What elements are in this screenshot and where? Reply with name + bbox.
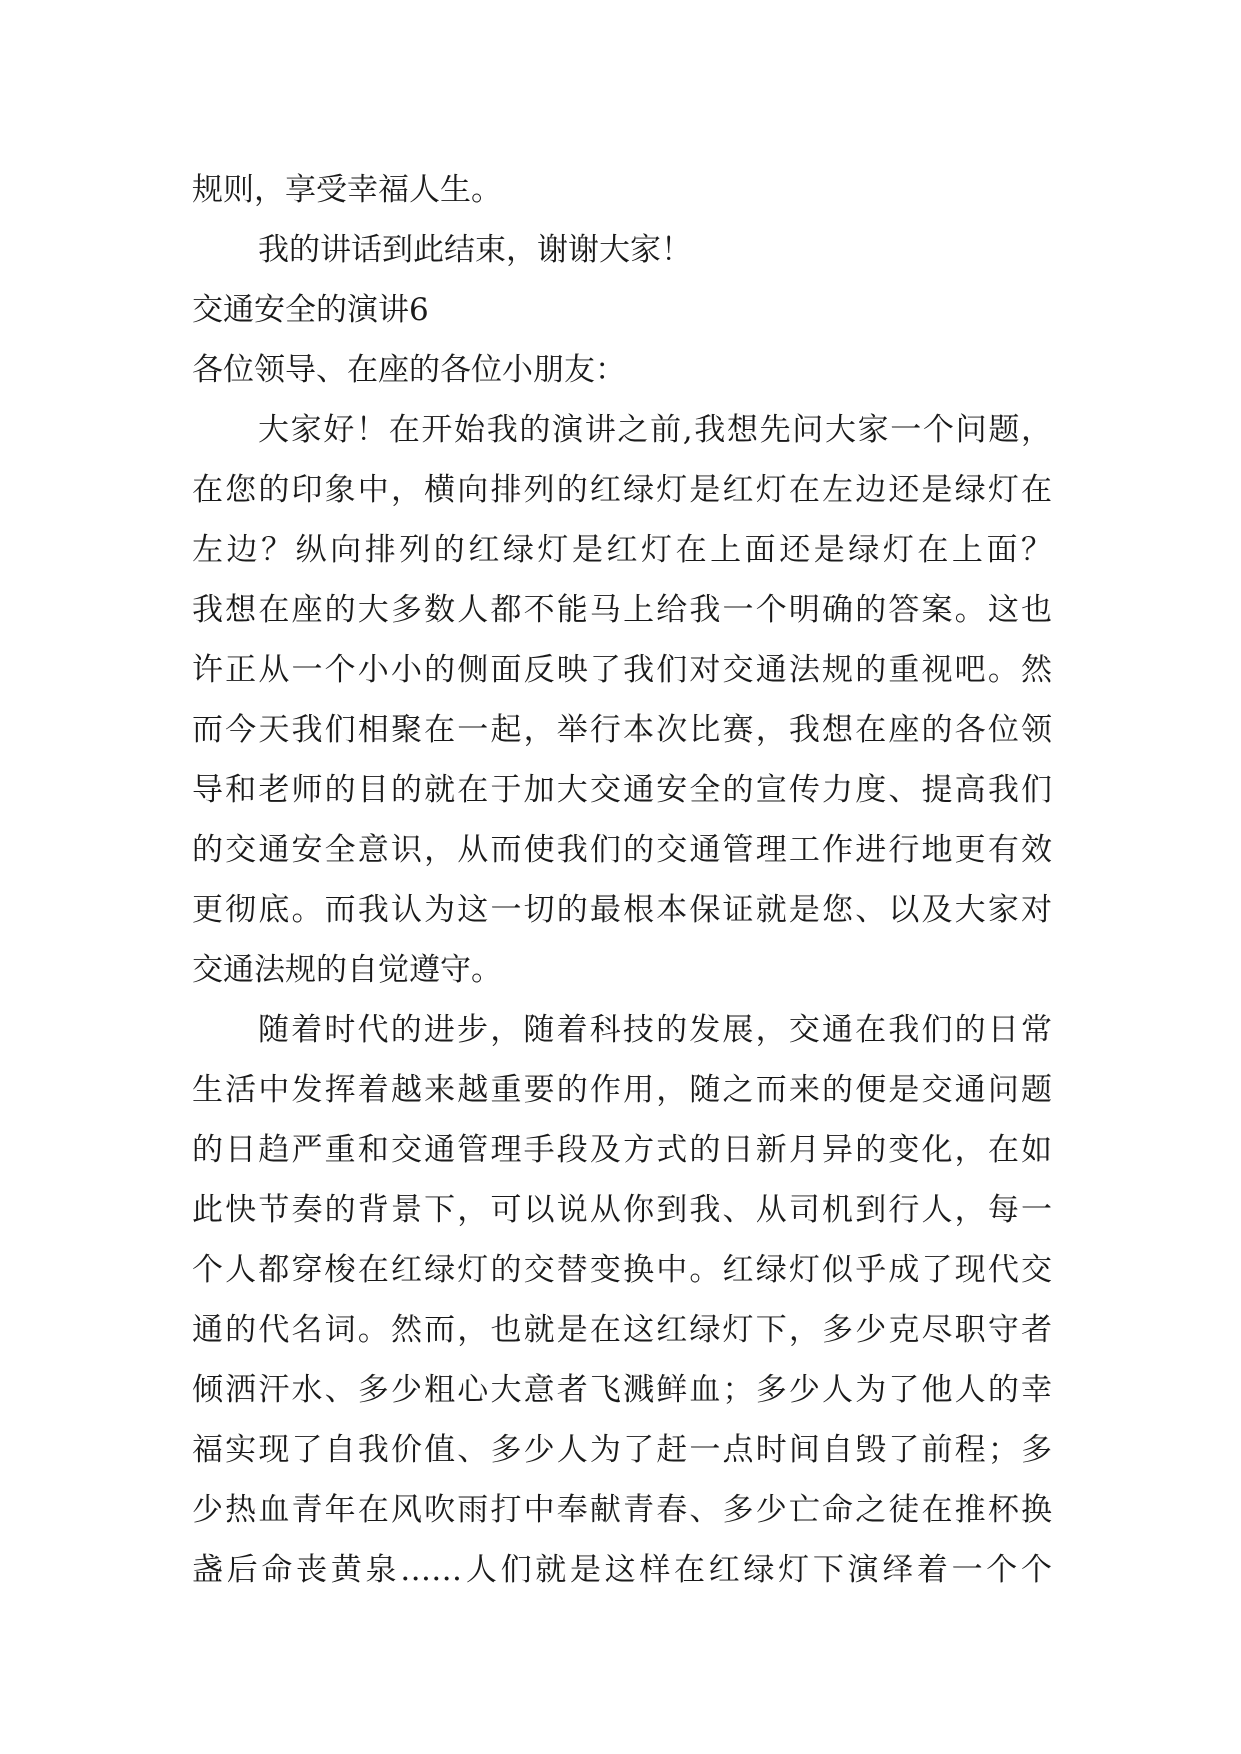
text-line-21: 倾洒汗水、多少粗心大意者飞溅鲜血；多少人为了他人的幸 <box>192 1372 1052 1408</box>
text-line-2: 我的讲话到此结束，谢谢大家！ <box>258 232 692 268</box>
document-page <box>192 160 1052 1600</box>
text-line-1: 规则，享受幸福人生。 <box>192 172 502 208</box>
text-line-23: 少热血青年在风吹雨打中奉献青春、多少亡命之徒在推杯换 <box>192 1492 1052 1528</box>
text-line-10: 而今天我们相聚在一起，举行本次比赛，我想在座的各位领 <box>192 712 1052 748</box>
text-line-9: 许正从一个小小的侧面反映了我们对交通法规的重视吧。然 <box>192 652 1052 688</box>
text-line-5: 大家好！在开始我的演讲之前,我想先问大家一个问题， <box>258 412 1052 448</box>
section-title: 交通安全的演讲6 <box>192 292 429 328</box>
text-line-22: 福实现了自我价值、多少人为了赶一点时间自毁了前程；多 <box>192 1432 1052 1468</box>
text-line-17: 的日趋严重和交通管理手段及方式的日新月异的变化，在如 <box>192 1132 1052 1168</box>
text-line-7: 左边？纵向排列的红绿灯是红灯在上面还是绿灯在上面？ <box>192 532 1052 568</box>
text-line-8: 我想在座的大多数人都不能马上给我一个明确的答案。这也 <box>192 592 1052 628</box>
text-line-14: 交通法规的自觉遵守。 <box>192 952 502 988</box>
text-line-12: 的交通安全意识，从而使我们的交通管理工作进行地更有效 <box>192 832 1052 868</box>
text-line-16: 生活中发挥着越来越重要的作用，随之而来的便是交通问题 <box>192 1072 1052 1108</box>
text-line-20: 通的代名词。然而，也就是在这红绿灯下，多少克尽职守者 <box>192 1312 1052 1348</box>
text-line-18: 此快节奏的背景下，可以说从你到我、从司机到行人，每一 <box>192 1192 1052 1228</box>
text-line-19: 个人都穿梭在红绿灯的交替变换中。红绿灯似乎成了现代交 <box>192 1252 1052 1288</box>
salutation-line: 各位领导、在座的各位小朋友： <box>192 352 626 388</box>
text-line-6: 在您的印象中，横向排列的红绿灯是红灯在左边还是绿灯在 <box>192 472 1052 508</box>
text-line-15: 随着时代的进步，随着科技的发展，交通在我们的日常 <box>258 1012 1052 1048</box>
text-line-24: 盏后命丧黄泉……人们就是这样在红绿灯下演绎着一个个 <box>192 1552 1052 1588</box>
text-line-11: 导和老师的目的就在于加大交通安全的宣传力度、提高我们 <box>192 772 1052 808</box>
text-line-13: 更彻底。而我认为这一切的最根本保证就是您、以及大家对 <box>192 892 1052 928</box>
